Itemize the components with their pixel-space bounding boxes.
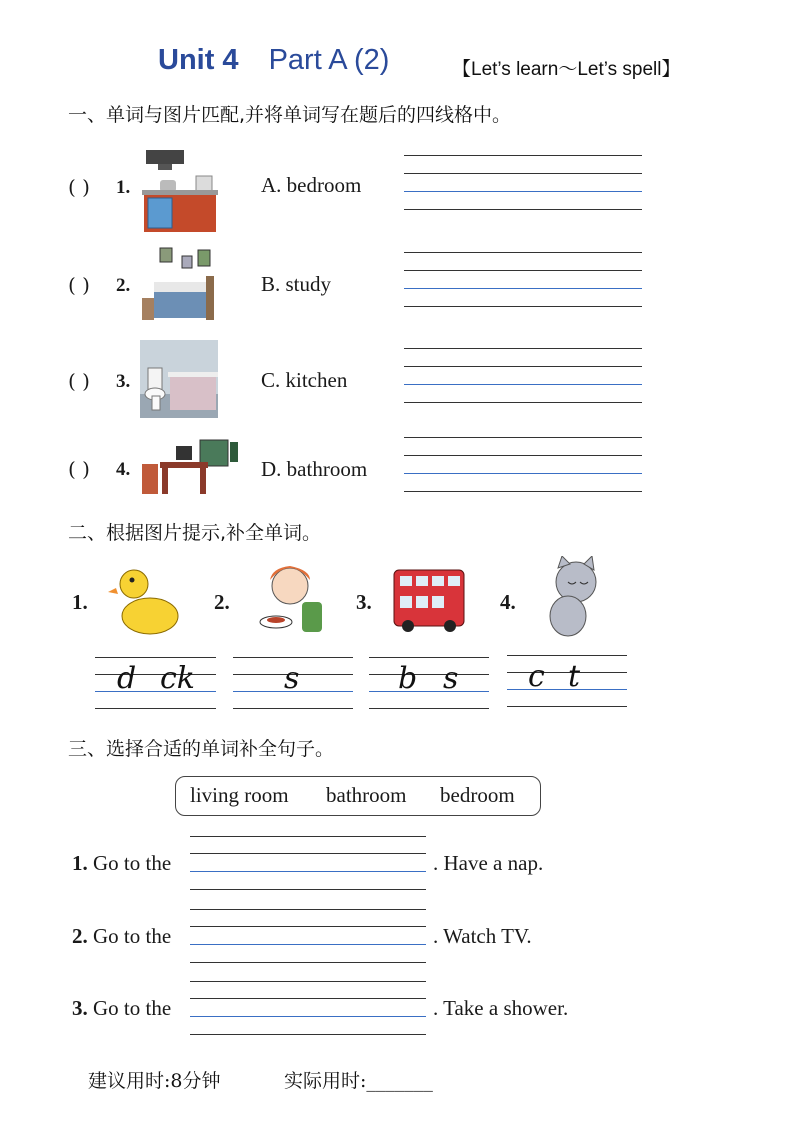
- sentence-3-start: [72, 996, 171, 1021]
- sentence-3-suffix: . Take a shower.: [433, 996, 569, 1020]
- sentence-grid-1[interactable]: [190, 836, 426, 890]
- sentence-2-start: [72, 924, 171, 949]
- spell-letter-4a: c: [528, 659, 545, 694]
- sentence-3-prefix: Go to the: [93, 996, 172, 1020]
- cat-picture: [528, 556, 606, 640]
- picture-number-1: 1.: [72, 590, 88, 614]
- suggested-time: 建议用时:8分钟: [88, 1070, 221, 1092]
- sentence-number-3: 3.: [72, 996, 88, 1020]
- option-b: B. study: [261, 272, 332, 296]
- spell-letter-1a: d: [117, 661, 137, 696]
- item-number-3: 3.: [116, 371, 131, 392]
- section2-title: 二、根据图片提示,补全单词。: [68, 522, 322, 544]
- answer-paren-3[interactable]: ( ): [68, 369, 90, 393]
- item-number-2: 2.: [116, 275, 131, 296]
- sentence-2-prefix: Go to the: [93, 924, 172, 948]
- picture-number-4: 4.: [500, 590, 516, 614]
- sentence-grid-3[interactable]: [190, 981, 426, 1035]
- four-line-grid-2[interactable]: [404, 252, 642, 308]
- spell-letter-3b: s: [443, 661, 459, 696]
- sentence-1-suffix: . Have a nap.: [433, 851, 544, 875]
- spell-letter-2a: s: [284, 661, 300, 696]
- section3-title: 三、选择合适的单词补全句子。: [68, 738, 335, 760]
- section1-title: 一、单词与图片匹配,并将单词写在题后的四线格中。: [68, 104, 512, 126]
- girl-eating-picture: [244, 556, 334, 640]
- spell-grid-3[interactable]: [369, 657, 489, 709]
- word-bank: [175, 776, 541, 816]
- spell-letter-4b: t: [568, 659, 581, 694]
- sentence-2-suffix: . Watch TV.: [433, 924, 532, 948]
- bathroom-picture: [140, 340, 220, 420]
- actual-time: 实际用时:_______: [284, 1070, 433, 1092]
- sentence-1-start: [72, 851, 171, 876]
- item-number-1: 1.: [116, 177, 131, 198]
- spell-letter-1b: ck: [160, 661, 195, 696]
- sentence-1-prefix: Go to the: [93, 851, 172, 875]
- word-bank-item-bathroom: bathroom: [326, 783, 407, 807]
- four-line-grid-4[interactable]: [404, 437, 642, 493]
- word-bank-item-living-room: living room: [190, 783, 289, 807]
- picture-number-3: 3.: [356, 590, 372, 614]
- answer-paren-1[interactable]: ( ): [68, 175, 90, 199]
- spell-grid-4[interactable]: [507, 655, 627, 707]
- page-subtitle: 【Let’s learn～Let’s spell】: [452, 59, 681, 80]
- option-c: C. kitchen: [261, 368, 348, 392]
- answer-paren-2[interactable]: ( ): [68, 273, 90, 297]
- four-line-grid-3[interactable]: [404, 348, 642, 404]
- picture-number-2: 2.: [214, 590, 230, 614]
- word-bank-item-bedroom: bedroom: [440, 783, 515, 807]
- part-label: Part A (2): [268, 44, 390, 76]
- spell-grid-1[interactable]: [95, 657, 216, 709]
- option-d: D. bathroom: [261, 457, 368, 481]
- sentence-number-2: 2.: [72, 924, 88, 948]
- item-number-4: 4.: [116, 459, 131, 480]
- bedroom-picture: [140, 242, 220, 328]
- bus-picture: [392, 564, 468, 634]
- option-a: A. bedroom: [261, 173, 362, 197]
- sentence-grid-2[interactable]: [190, 909, 426, 963]
- four-line-grid-1[interactable]: [404, 155, 642, 211]
- sentence-number-1: 1.: [72, 851, 88, 875]
- spell-letter-3a: b: [398, 661, 418, 696]
- answer-paren-4[interactable]: ( ): [68, 457, 90, 481]
- study-picture: [140, 436, 240, 498]
- page-title: [158, 44, 389, 77]
- unit-label: Unit 4: [158, 44, 239, 76]
- duck-picture: [108, 560, 180, 638]
- kitchen-picture: [140, 148, 220, 234]
